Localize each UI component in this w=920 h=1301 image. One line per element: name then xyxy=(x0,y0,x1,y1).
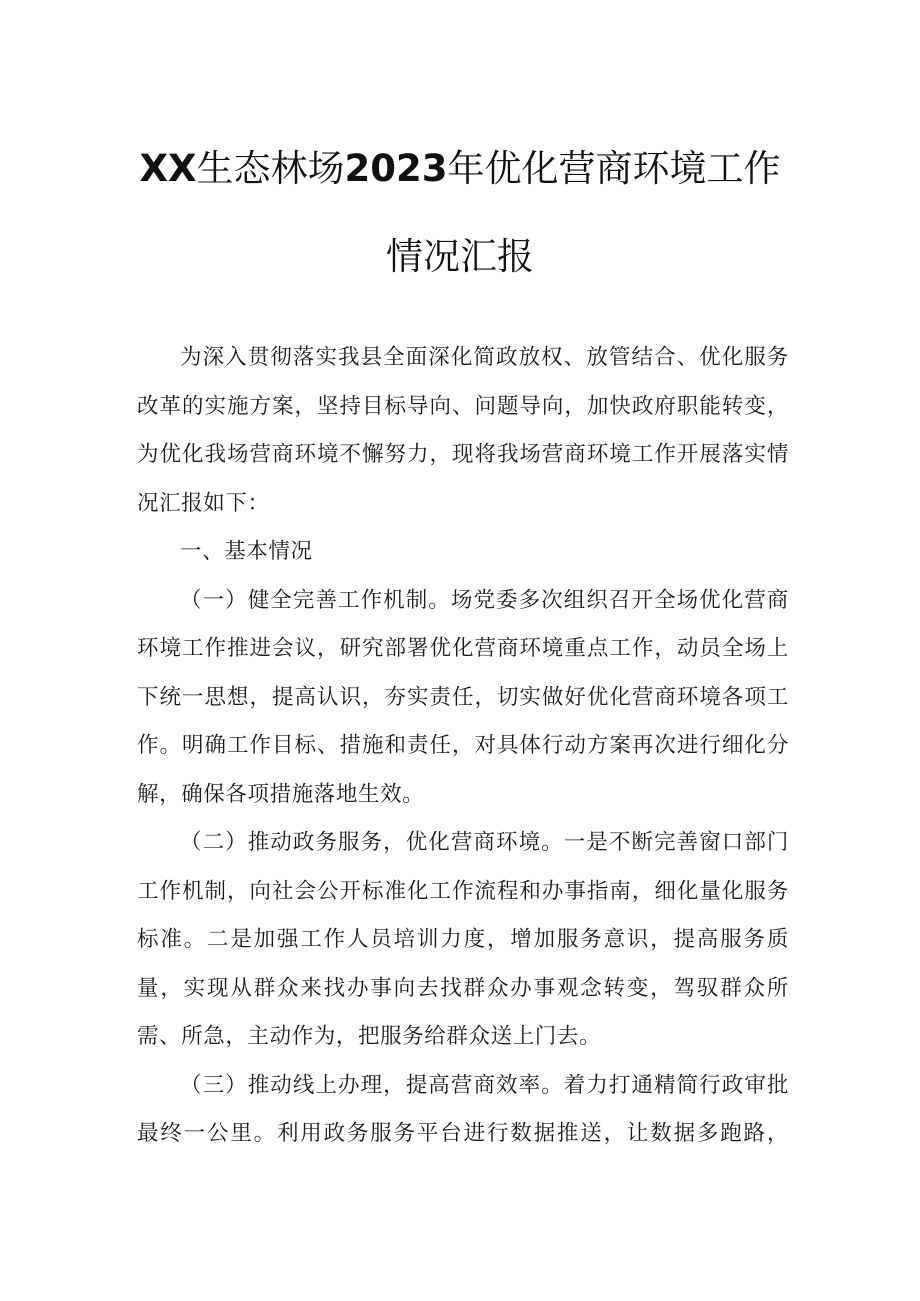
document-title-line-1 xyxy=(0,138,920,192)
title-text-a: 生态林场 xyxy=(196,147,345,190)
title-text-b: 年优化营商环境工作 xyxy=(447,147,781,190)
paragraph-item-1: （一）健全完善工作机制。场党委多次组织召开全场优化营商环境工作推进会议，研究部署优化营商环境重点工作，动员全场上下统一思想，提高认识，夯实责任，切实做好优化营商环境各项工作。明确工作目标、措施和责任，对具体行动方案再次进行细化分解，确保各项措施落地生效。 xyxy=(137,587,789,807)
document-title-line-2: 情况汇报 xyxy=(386,235,534,278)
document-body xyxy=(137,334,789,1159)
title-prefix: XX xyxy=(139,147,197,190)
title-year: 2023 xyxy=(344,147,448,190)
section-heading-basic: 一、基本情况 xyxy=(180,539,313,564)
intro-paragraph: 为深入贯彻落实我县全面深化简政放权、放管结合、优化服务改革的实施方案，坚持目标导向、问题导向，加快政府职能转变，为优化我场营商环境不懈努力，现将我场营商环境工作开展落实情况汇报如下： xyxy=(137,345,789,516)
paragraph-item-2: （二）推动政务服务，优化营商环境。一是不断完善窗口部门工作机制，向社会公开标准化工作流程和办事指南，细化量化服务标准。二是加强工作人员培训力度，增加服务意识，提高服务质量，实现从群众来找办事向去找群众办事观念转变，驾驭群众所需、所急，主动作为，把服务给群众送上门去。 xyxy=(137,830,789,1049)
paragraph-item-3: （三）推动线上办理，提高营商效率。着力打通精简行政审批最终一公里。利用政务服务平台进行数据推送，让数据多跑路， xyxy=(137,1072,789,1146)
